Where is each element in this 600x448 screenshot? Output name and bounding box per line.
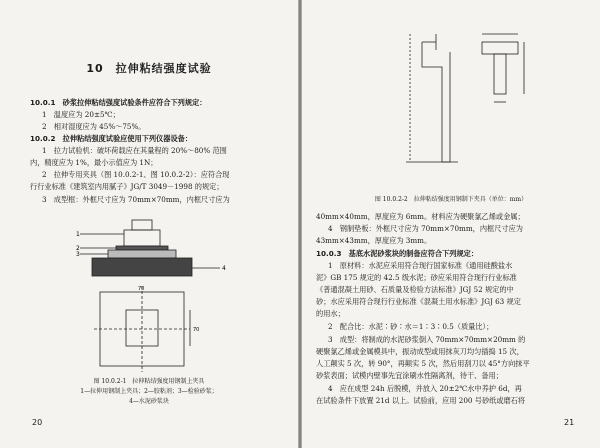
- text-line: 在试验条件下放置 21d 以上。试验前，应用 200 号砂纸或磨石将: [316, 396, 526, 405]
- upper-clamp-figure: [70, 212, 260, 372]
- text-line: 砂浆表面；试模内壁事先宜涂刷水性隔离剂，待干、备用；: [316, 371, 503, 380]
- figure-caption-line1: 1—拉伸用钢制上夹具；2—胶粘剂；3—检验砂浆；: [80, 388, 218, 395]
- left-page: [0, 0, 298, 448]
- lower-clamp-profile: [422, 42, 450, 162]
- text-line: 3 成型：将制成的水泥砂浆倒入 70mm×70mm×20mm 的: [328, 335, 526, 344]
- label-4: 4: [222, 265, 226, 272]
- text-line: 内，精度应为 1%，最小示值应为 1N；: [30, 158, 158, 167]
- clause-10-0-2: 10.0.2 拉伸粘结强度试验应使用下列仪器设备：: [30, 134, 193, 143]
- text-line: 1 原材料：水泥应采用符合现行国家标准《通用硅酸盐水: [328, 261, 513, 270]
- text-line: 《普通混凝土用砂、石质量及检验方法标准》JGJ 52 规定的中: [316, 285, 514, 294]
- text-line: 3 成型框：外框尺寸应为 70mm×70mm，内框尺寸应为: [42, 195, 230, 204]
- dim-70-vertical: 70: [193, 327, 200, 333]
- text-line: 1 温度应为 20±5℃；: [42, 110, 120, 119]
- text-line: 40mm×40mm，厚度应为 6mm。材料应为硬聚氯乙烯或金属；: [316, 212, 525, 221]
- mortar-block: [92, 258, 192, 276]
- text-line: 行行业标准《建筑室内用腻子》JG/T 3049－1998 的规定；: [30, 182, 224, 191]
- clause-10-0-3: 10.0.3 基底水泥砂浆块的制备应符合下列规定：: [316, 249, 479, 258]
- plan-view: [94, 286, 190, 372]
- text-line: 4 应在成型 24h 后脱模，并放入 20±2℃水中养护 6d，再: [328, 384, 522, 393]
- upper-clamp: [124, 230, 160, 246]
- text-line: 泥》GB 175 规定的 42.5 级水泥；砂应采用符合现行行业标准: [316, 273, 517, 282]
- text-line: 4 钢制垫板：外框尺寸应为 70mm×70mm，内框尺寸应为: [328, 224, 523, 233]
- text-line: 2 配合比：水泥∶砂∶水＝1∶3∶0.5（质量比）；: [328, 322, 494, 331]
- text-line: 硬聚氯乙烯或金属模具中，振动成型或用抹灰刀均匀插捣 15 次，: [316, 347, 524, 356]
- elevation-view: [80, 220, 220, 276]
- figure-caption-line2: 4—水泥砂浆块: [129, 398, 169, 405]
- page-number-left: 20: [32, 418, 43, 427]
- figure-caption-title: 图 10.0.2-1 拉伸粘结强度用钢制上夹具: [93, 378, 205, 385]
- dim-70-horizontal: 70: [138, 286, 145, 292]
- adhesive-layer: [116, 246, 168, 250]
- label-3: 3: [76, 251, 80, 258]
- text-line: 1 拉力试验机：破坏荷载应在其量程的 20%～80% 范围: [42, 146, 227, 155]
- text-line: 2 相对湿度应为 45%～75%。: [42, 122, 146, 131]
- text-line: 43mm×43mm，厚度应为 3mm。: [316, 236, 432, 245]
- lower-clamp-figure: [382, 12, 552, 182]
- lower-clamp-stem: [494, 54, 506, 94]
- page-number-right: 21: [564, 418, 575, 427]
- figure-caption-right: 图 10.0.2-2 拉伸粘结强度用钢制下夹具（单位：mm）: [374, 196, 528, 203]
- label-2: 2: [76, 245, 80, 252]
- chapter-title: 10 拉伸粘结强度试验: [86, 62, 212, 75]
- text-line: 砂；水应采用符合现行行业标准《混凝土用水标准》JGJ 63 规定: [316, 297, 521, 306]
- lower-clamp-top: [482, 42, 518, 54]
- clamp-neck: [132, 220, 152, 230]
- clause-10-0-1: 10.0.1 砂浆拉伸粘结强度试验条件应符合下列规定：: [30, 98, 207, 107]
- text-line: 人工颠实 5 次，转 90°，再颠实 5 次，然后用刮刀以 45°方向抹平: [316, 359, 530, 368]
- label-1: 1: [76, 231, 80, 238]
- text-line: 2 拉伸专用夹具（图 10.0.2-1、图 10.0.2-2）：应符合现: [42, 170, 230, 179]
- test-mortar: [108, 250, 176, 258]
- right-page: [302, 0, 600, 448]
- text-line: 的用水；: [316, 309, 345, 318]
